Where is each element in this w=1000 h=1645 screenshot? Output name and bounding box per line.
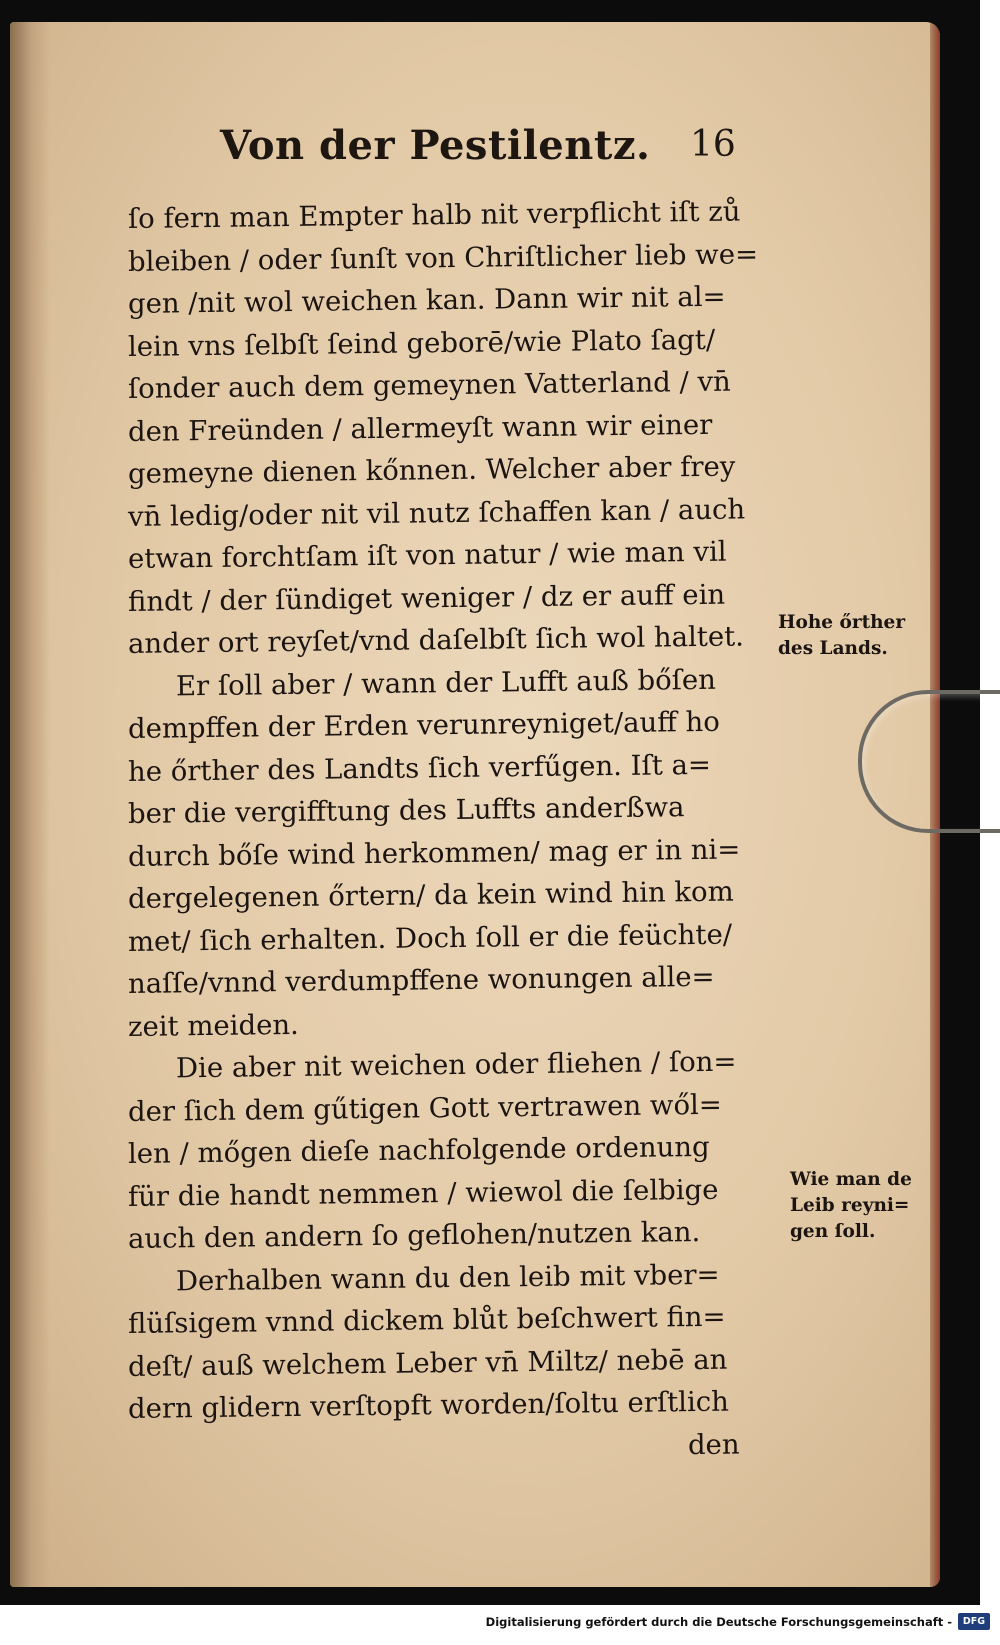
margin-note-line: gen ſoll. <box>790 1221 876 1242</box>
catchword: den <box>687 1428 740 1461</box>
dfg-logo: DFG <box>958 1613 990 1630</box>
text-line: Die aber nit weichen oder fliehen / ſon= <box>175 1045 737 1085</box>
text-line: he őrther des Landts ſich verfűgen. Iſt a= <box>127 748 712 788</box>
text-line: etwan forchtſam iſt von natur / wie man vil <box>127 535 727 575</box>
text-line: met/ ſich erhalten. Doch ſoll er die feüchte/ <box>127 918 733 958</box>
page-header <box>220 122 740 192</box>
book-page <box>10 22 940 1587</box>
text-line: ander ort reyſet/vnd daſelbſt ſich wol haltet. <box>127 620 745 660</box>
text-line: naſſe/vnnd verdumpffene wonungen alle= <box>127 960 715 1000</box>
margin-note-line: Leib reyni= <box>790 1195 910 1216</box>
text-line: der ſich dem gűtigen Gott vertrawen wől= <box>127 1088 723 1128</box>
page-gutter <box>10 22 50 1587</box>
text-line: Derhalben wann du den leib mit vber= <box>175 1258 720 1297</box>
text-line: auch den andern ſo geflohen/nutzen kan. <box>127 1216 701 1255</box>
paper-clip <box>858 690 1000 833</box>
text-line: flüſsigem vnnd dickem blůt beſchwert fin= <box>127 1300 726 1340</box>
text-line: findt / der ſündiget weniger / dz er auff ein <box>127 578 726 618</box>
page-number: 16 <box>690 124 736 165</box>
running-head: Von der Pestilentz. <box>220 122 651 169</box>
text-line: durch bőſe wind herkommen/ mag er in ni= <box>127 833 741 873</box>
footer <box>0 1605 1000 1645</box>
text-line: len / mőgen dieſe nachfolgende ordenung <box>127 1130 710 1170</box>
text-line: dempffen der Erden verunreyniget/auff ho <box>127 705 720 745</box>
margin-note-line: des Lands. <box>778 638 888 659</box>
body-text <box>127 195 778 1473</box>
text-line: vn̄ ledig/oder nit vil nutz ſchaffen kan / auch <box>127 492 746 533</box>
text-line: bleiben / oder ſunſt von Chriſtlicher lieb we= <box>127 237 759 278</box>
text-line: für die handt nemmen / wiewol die ſelbige <box>127 1173 719 1213</box>
text-line: zeit meiden. <box>127 1008 300 1043</box>
funding-notice: Digitalisierung gefördert durch die Deutsche Forschungsgemeinschaft - <box>485 1615 952 1629</box>
text-line: den Freünden / allermeyſt wann wir einer <box>127 408 713 448</box>
margin-note <box>778 610 918 662</box>
text-line: gemeyne dienen kőnnen. Welcher aber frey <box>127 450 736 490</box>
text-line: dern glidern verſtopft worden/ſoltu erſtlich <box>127 1385 730 1425</box>
text-line: dergelegenen őrtern/ da kein wind hin kom <box>127 875 734 915</box>
text-line: Er ſoll aber / wann der Lufft auß bőſen <box>175 663 717 702</box>
text-line: deſt/ auß welchem Leber vn̄ Miltz/ nebē an <box>127 1343 728 1383</box>
margin-note-line: Hohe őrther <box>778 612 906 633</box>
margin-note <box>790 1167 930 1245</box>
text-line: ſo fern man Empter halb nit verpflicht iſt zů <box>127 195 741 235</box>
text-line: ber die vergifftung des Luffts anderßwa <box>127 791 685 830</box>
text-line: lein vns ſelbſt ſeind geborē/wie Plato ſagt/ <box>127 323 716 363</box>
text-line: ſonder auch dem gemeynen Vatterland / vn̄ <box>127 365 731 405</box>
text-line: gen /nit wol weichen kan. Dann wir nit al= <box>127 280 726 320</box>
margin-note-line: Wie man de <box>790 1169 912 1190</box>
